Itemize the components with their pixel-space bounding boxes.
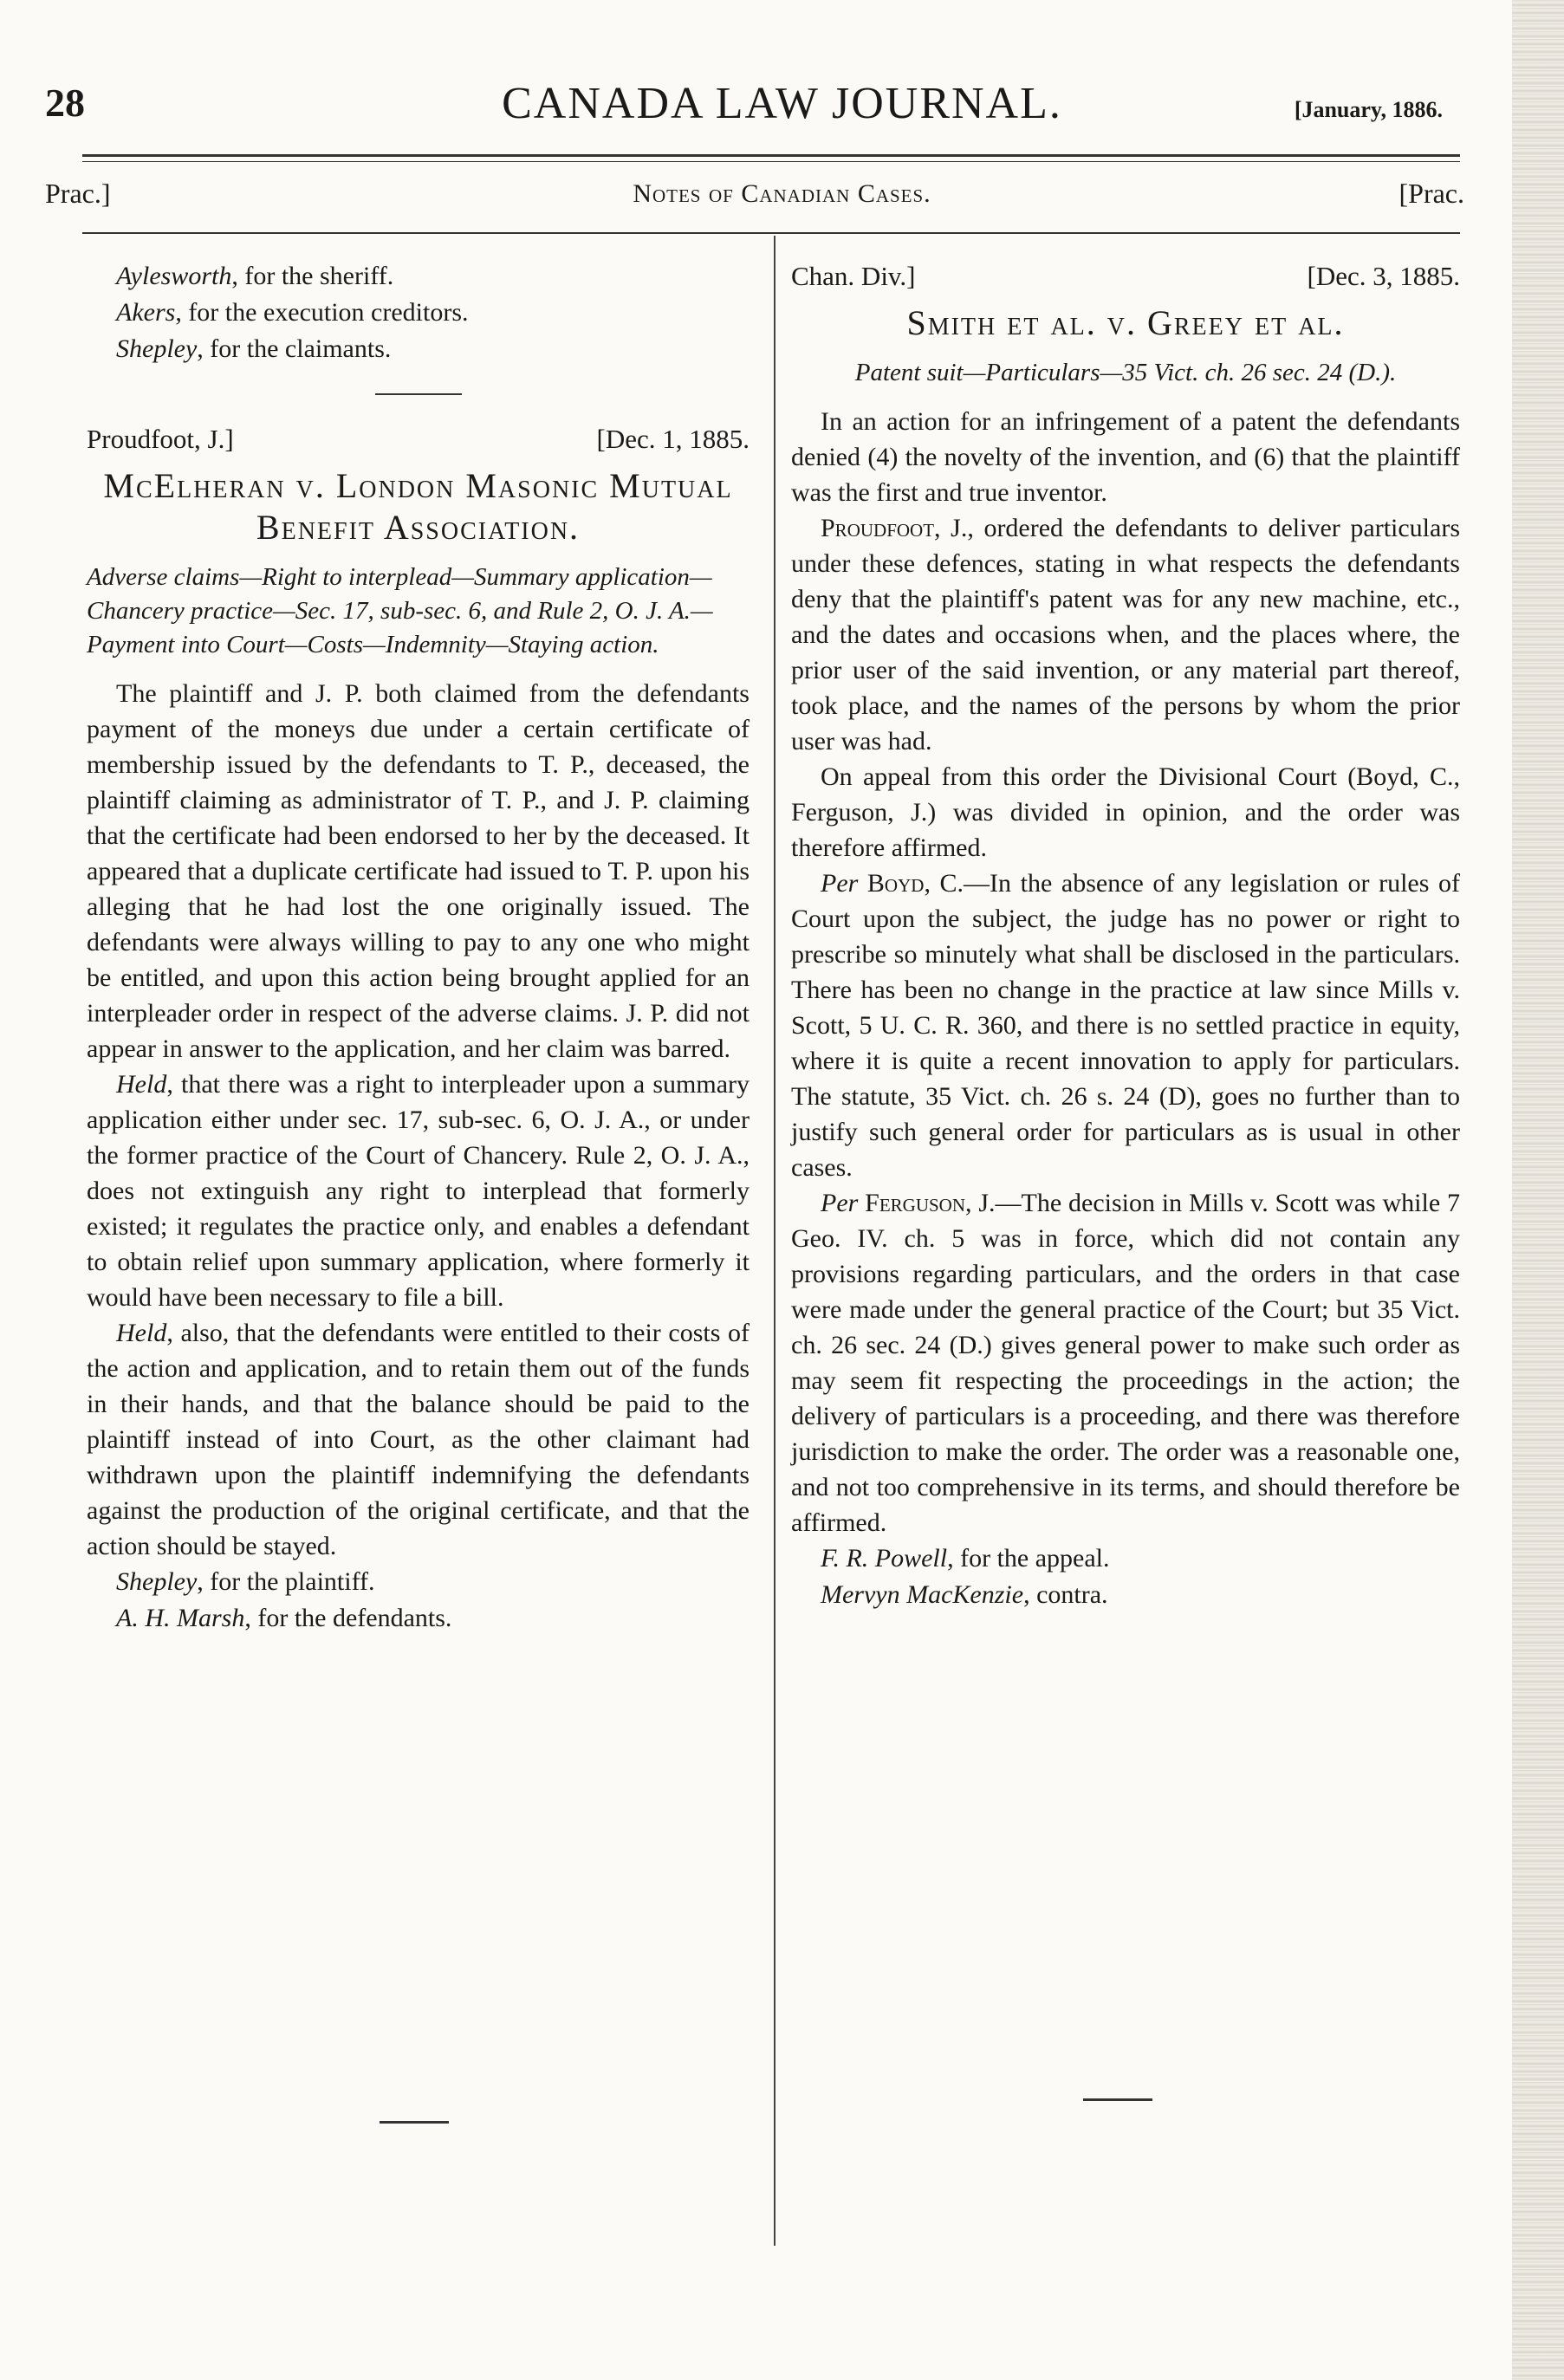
paragraph-text: , J., ordered the defendants to deliver particulars under these defences, stating in what respects the defendants deny that the plaintiff's patent was for any new machine, etc., and the dates and occasions when, and the places where, the prior user of the said invention, or any material part thereof, took place, and the names of the persons by whom the prior user was had. (791, 514, 1460, 756)
header-rule-thin (82, 161, 1460, 162)
counsel-name: Aylesworth (116, 262, 232, 290)
counsel-role: , for the defendants. (244, 1604, 452, 1632)
left-column (87, 258, 750, 1637)
separator-rule (375, 393, 462, 395)
case-title: Smith et al. v. Greey et al. (906, 303, 1345, 342)
held-label: Held (116, 1070, 167, 1099)
counsel-name: A. H. Marsh (116, 1604, 245, 1632)
judge-name: Proudfoot (821, 514, 935, 542)
counsel-role: , for the execution creditors. (175, 298, 469, 327)
case-header (791, 258, 1460, 294)
case-date: [Dec. 1, 1885. (596, 424, 750, 454)
paragraph: The plaintiff and J. P. both claimed from the defendants payment of the moneys due under a certain certificate of membership issued by the defendants to T. P., deceased, the plaintiff claiming as administrator of T. P., and J. P. claiming that the certificate had been endorsed to her by the deceased. It appeared that a duplicate certificate had issued to T. P. upon his alleging that he had lost the one originally issued. The defendants were always willing to pay to any one who might be entitled, and upon this action being brought applied for an interpleader order in respect of the adverse claims. J. P. did not appear in answer to the application, and her claim was barred. (87, 679, 750, 1063)
paragraph (791, 510, 1460, 759)
case-title: McElheran v. London Masonic Mutual Benefit Association. (103, 466, 733, 547)
counsel-name: Shepley (116, 1567, 198, 1596)
counsel-role: , for the sheriff. (231, 262, 394, 290)
counsel-line (116, 258, 750, 295)
end-rule (380, 2121, 449, 2124)
paragraph (791, 866, 1460, 1185)
scan-edge (1512, 0, 1564, 2380)
counsel-line (116, 295, 750, 331)
column-divider (774, 236, 776, 2246)
paragraph: In an action for an infringement of a patent the defendants denied (4) the novelty of the invention, and (6) that the plaintiff was the first and true inventor. (791, 407, 1460, 507)
page-number: 28 (45, 81, 85, 125)
held-label: Held (116, 1319, 167, 1347)
header-rule (82, 154, 1460, 157)
counsel-role: , contra. (1023, 1580, 1108, 1609)
counsel-line (116, 1564, 750, 1600)
counsel-name: Shepley (116, 334, 198, 363)
judge-name: Ferguson (865, 1189, 966, 1217)
held-text: , also, that the defendants were entitled to their costs of the action and application, and to retain them out of the funds in their hands, and that the balance should be paid to the plaintiff instead of into Court, as the other claimant had withdrawn upon the plaintiff indemnifying the defendants against the production of the original certificate, and that the action should be stayed. (87, 1319, 750, 1560)
counsel-role: , for the claimants. (197, 334, 392, 363)
per-label: Per (821, 1189, 866, 1217)
opinion-text: , C.—In the absence of any legislation or rules of Court upon the subject, the judge has no power or right to prescribe so minutely what shall be disclosed in the particulars. There has been no change in the practice at law since Mills v. Scott, 5 U. C. R. 360, and there is no settled practice in equity, where it is quite a recent innovation to apply for particulars. The statute, 35 Vict. ch. 26 s. 24 (D), goes no further than to justify such general order for particulars as is usual in other cases. (791, 869, 1460, 1182)
opinion-text: , J.—The decision in Mills v. Scott was while 7 Geo. IV. ch. 5 was in force, which did not contain any provisions regarding particulars, and the orders in that case were made under the general practice of the Court; but 35 Vict. ch. 26 sec. 24 (D.) gives general power to make such order as may seem fit respecting the proceedings in the action; the delivery of particulars is a proceeding, and there was therefore jurisdiction to make the order. The order was a reasonable one, and not too comprehensive in its terms, and should therefore be affirmed. (791, 1189, 1460, 1537)
section-title: Notes of Canadian Cases. (633, 179, 931, 208)
per-label: Per (821, 869, 867, 898)
paragraph (87, 1067, 750, 1315)
paragraph: On appeal from this order the Divisional Court (Boyd, C., Ferguson, J.) was divided in opinion, and the order was therefore affirmed. (791, 762, 1460, 862)
paragraph (791, 1185, 1460, 1540)
section-rule (82, 232, 1460, 234)
counsel-role: , for the appeal. (947, 1544, 1110, 1573)
court: Proudfoot, J.] (87, 424, 234, 454)
case-header (87, 421, 750, 457)
counsel-line (821, 1540, 1460, 1577)
headnote: Adverse claims—Right to interplead—Summary application—Chancery practice—Sec. 17, sub-sec. 6, and Rule 2, O. J. A.—Payment into Court—Costs—Indemnity—Staying action. (87, 563, 713, 658)
counsel-line (116, 331, 750, 367)
case-date: [Dec. 3, 1885. (1307, 261, 1460, 291)
held-text: , that there was a right to interpleader upon a summary application either under sec. 17, sub-sec. 6, O. J. A., or under the former practice of the Court of Chancery. Rule 2, O. J. A., does not extinguish any right to interplead that formerly existed; it regulates the practice only, and enables a defendant to obtain relief upon summary application, where formerly it would have been necessary to file a bill. (87, 1070, 750, 1312)
section-label-right: [Prac. (1399, 178, 1464, 209)
counsel-role: , for the plaintiff. (197, 1567, 375, 1596)
journal-title: CANADA LAW JOURNAL. (502, 79, 1062, 128)
counsel-name: Mervyn MacKenzie (821, 1580, 1024, 1609)
counsel-name: F. R. Powell (821, 1544, 948, 1573)
end-rule (1083, 2098, 1152, 2101)
counsel-line (116, 1600, 750, 1637)
judge-name: Boyd (866, 869, 925, 898)
section-label-left: Prac.] (45, 178, 111, 209)
counsel-name: Akers (116, 298, 176, 327)
issue-date: [January, 1886. (1294, 97, 1443, 122)
paragraph (87, 1315, 750, 1564)
headnote: Patent suit—Particulars—35 Vict. ch. 26 sec. 24 (D.). (854, 359, 1397, 386)
court: Chan. Div.] (791, 261, 916, 291)
counsel-line (821, 1577, 1460, 1613)
right-column (791, 258, 1460, 1613)
